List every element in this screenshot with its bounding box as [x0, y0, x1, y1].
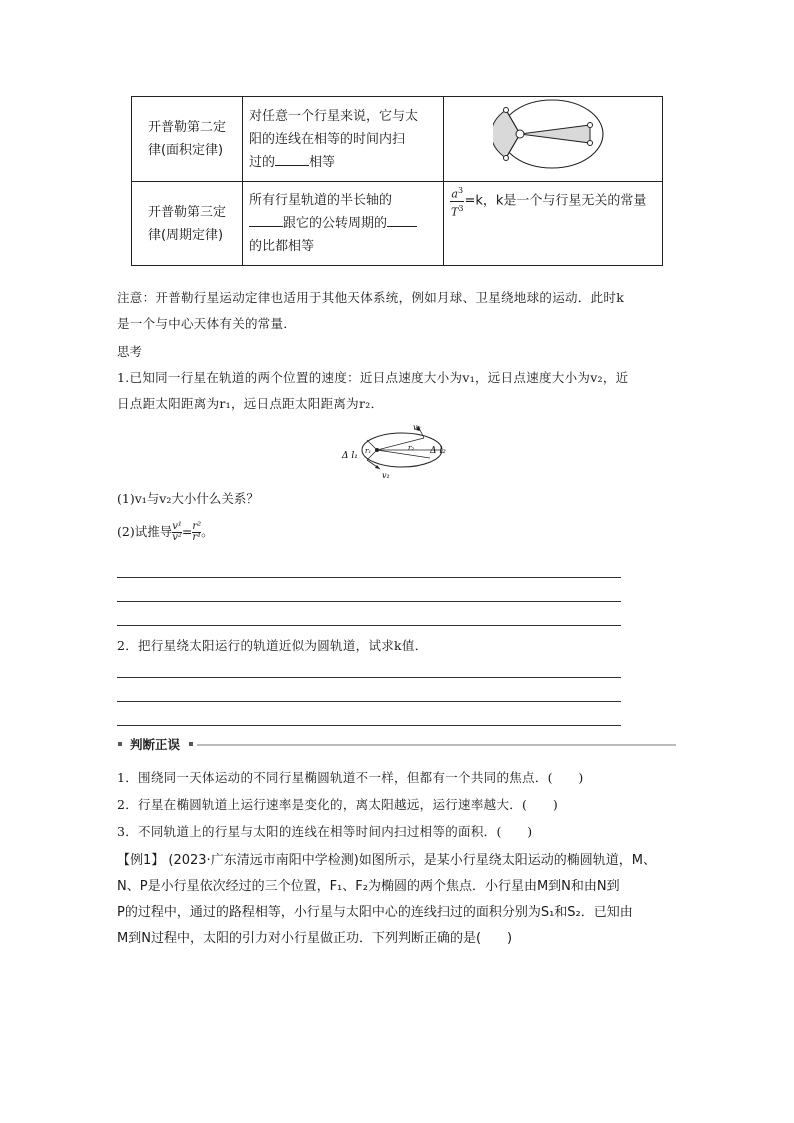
section-header-judge	[117, 737, 676, 753]
period-law-formula-cell	[444, 182, 663, 266]
law-description-text: 相等	[309, 154, 336, 170]
label-dl1: Δ l₁	[342, 451, 358, 461]
answer-line	[117, 701, 621, 702]
area-law-figure-cell	[444, 97, 663, 182]
planet-position-icon	[588, 141, 593, 146]
law-description-text: 过的	[249, 154, 276, 170]
question-text: (2)试推导 $\frac{\text{v¹}}{\text{v²}}$ = $\frac{\text{r²}}{\text{r¹}}$ 。	[117, 521, 214, 543]
fill-blank	[387, 212, 417, 227]
table-row	[132, 97, 663, 182]
law-name-cell	[132, 97, 243, 182]
law-name-cell	[132, 182, 243, 266]
fill-blank	[249, 212, 283, 227]
law-description-text: 阳的连线在相等的时间内扫	[249, 131, 406, 147]
section-title: 判断正误	[130, 737, 181, 752]
answer-line	[117, 725, 621, 726]
orbit-velocity-diagram	[340, 420, 460, 482]
note-line: 注意：开普勒行星运动定律也适用于其他天体系统，例如月球、卫星绕地球的运动．此时k	[117, 290, 625, 305]
label-r1: r₁	[365, 447, 372, 455]
law-name: 律(周期定律)	[147, 227, 224, 243]
law-description-cell	[243, 182, 444, 266]
judge-item: 3．不同轨道上的行星与太阳的连线在相等时间内扫过相等的面积．( )	[117, 824, 533, 839]
sun-icon	[516, 130, 524, 138]
law-description-text: 所有行星轨道的半长轴的	[249, 193, 393, 208]
law-description-text: 对任意一个行星来说，它与太	[249, 108, 419, 124]
example-text: M到N过程中，太阳的引力对小行星做正功．下列判断正确的是( )	[117, 931, 513, 946]
question-text: (1)v₁与v₂大小什么关系？	[117, 491, 259, 506]
answer-line	[117, 601, 621, 602]
planet-position-icon	[504, 156, 509, 161]
answer-line	[117, 625, 621, 626]
swept-area-right	[520, 125, 590, 143]
question-text: 1.已知同一行星在轨道的两个位置的速度：近日点速度大小为v₁，远日点速度大小为v₂，近	[117, 370, 629, 385]
think-heading: 思考	[117, 344, 143, 359]
area-law-diagram	[493, 97, 613, 173]
section-divider	[197, 744, 676, 746]
fill-blank	[275, 151, 309, 166]
question-text: 日点距太阳距离为r₁，远日点距太阳距离为r₂．	[117, 396, 384, 411]
example-text: N、P是小行星依次经过的三个位置，F₁、F₂为椭圆的两个焦点．小行星由M到N和由N到	[117, 879, 620, 894]
formula-text: =k，k是一个与行星无关的常量	[464, 193, 647, 209]
law-name: 开普勒第二定	[147, 120, 226, 135]
label-dl2: Δ l₂	[430, 446, 446, 456]
label-v1: v₁	[382, 471, 390, 480]
planet-position-icon	[504, 108, 509, 113]
answer-line	[117, 577, 621, 578]
planet-position-icon	[588, 123, 593, 128]
formula-fraction: $\frac{a^3}{T^3}$	[451, 186, 464, 219]
judge-item: 1．围绕同一天体运动的不同行星椭圆轨道不一样，但都有一个共同的焦点．( )	[117, 770, 584, 785]
judge-item: 2．行星在椭圆轨道上运行速率是变化的，离太阳越远，运行速率越大．( )	[117, 797, 559, 812]
law-name: 律(面积定律)	[147, 143, 224, 158]
label-v2: v₂	[413, 423, 421, 432]
sun-icon	[375, 448, 379, 452]
law-description-cell	[243, 97, 444, 182]
note-line: 是一个与中心天体有关的常量．	[117, 316, 297, 331]
law-description-text: 跟它的公转周期的	[283, 216, 388, 231]
example-text: 【例1】 (2023·广东清远市南阳中学检测)如图所示，是某小行星绕太阳运动的椭圆轨道，M、	[117, 853, 656, 868]
label-r2: r₂	[408, 444, 415, 452]
question-text: 2．把行星绕太阳运行的轨道近似为圆轨道，试求k值．	[117, 638, 428, 653]
law-description-text: 的比都相等	[249, 239, 315, 254]
answer-line	[117, 677, 621, 678]
bullet-square-icon	[118, 742, 122, 746]
example-text: P的过程中，通过的路程相等，小行星与太阳中心的连线扫过的面积分别为S₁和S₂．已知由	[117, 905, 633, 920]
law-name: 开普勒第三定	[147, 204, 226, 220]
bullet-square-icon	[189, 742, 193, 746]
table-row	[132, 182, 663, 266]
kepler-laws-table	[131, 96, 663, 266]
